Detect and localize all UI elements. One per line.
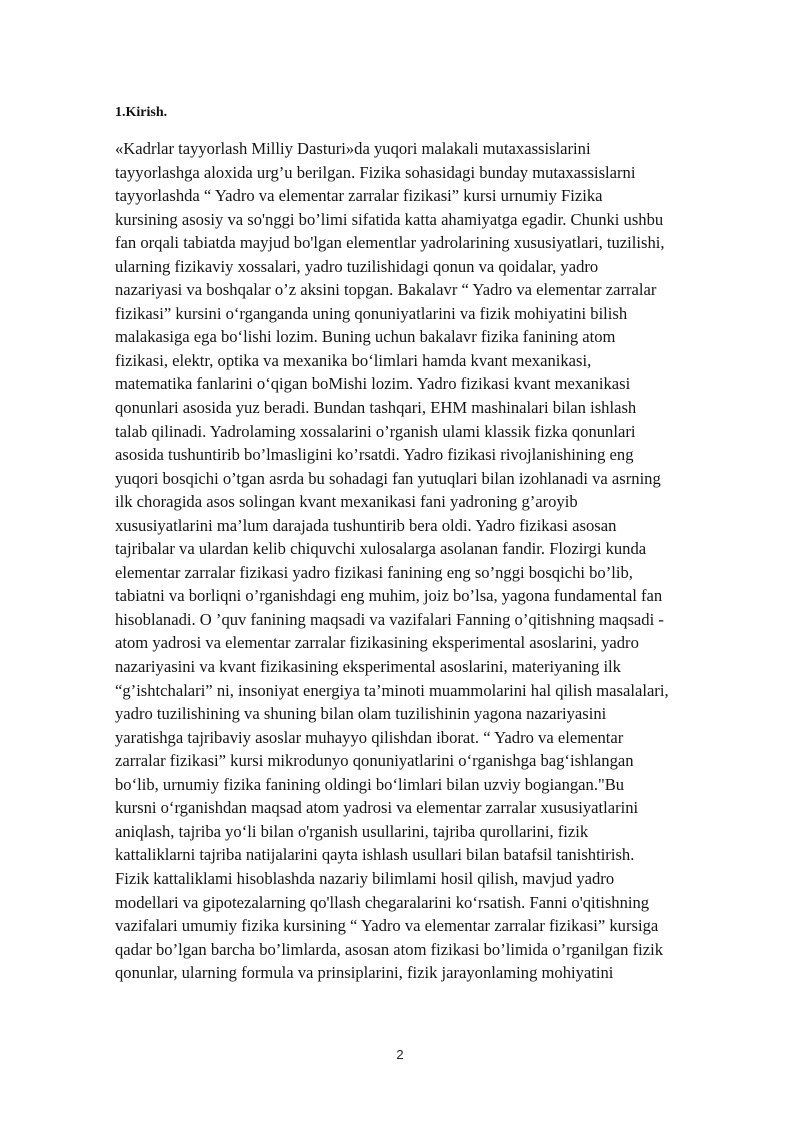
- text-line: xususiyatlarini ma’lum darajada tushuntirib bera oldi. Yadro fizikasi asosan: [115, 515, 617, 535]
- text-line: tayyorlashga aloxida urg’u berilgan. Fizika sohasidagi bunday mutaxassislarni: [115, 162, 636, 182]
- text-line: vazifalari umumiy fizika kursining “ Yadro va elementar zarralar fizikasi” kursiga: [115, 916, 659, 936]
- text-line: tayyorlashda “ Yadro va elementar zarralar fizikasi” kursi urnumiy Fizika: [115, 186, 603, 206]
- text-line: ularning fizikaviy xossalari, yadro tuzilishidagi qonun va qoidalar, yadro: [115, 256, 599, 276]
- text-line: matematika fanlarini o‘qigan boMishi lozim. Yadro fizikasi kvant mexanikasi: [115, 374, 631, 394]
- text-line: ilk choragida asos solingan kvant mexanikasi fani yadroning g’aroyib: [115, 492, 578, 512]
- text-line: atom yadrosi va elementar zarralar fizikasining eksperimental asoslarini, yadro: [115, 633, 639, 653]
- text-line: kattaliklarni tajriba natijalarini qayta ishlash usullari bilan batafsil tanishtirish.: [115, 845, 635, 865]
- text-line: fizikasi” kursini o‘rganganda uning qonuniyatlarini va fizik mohiyatini bilish: [115, 303, 628, 323]
- text-line: yadro tuzilishining va shuning bilan olam tuzilishinin yagona nazariyasini: [115, 704, 607, 724]
- text-line: qonunlar, ularning formula va prinsiplarini, fizik jarayonlaming mohiyatini: [115, 963, 614, 983]
- text-line: talab qilinadi. Yadrolaming xossalarini o’rganish ulami klassik fizka qonunlari: [115, 421, 636, 441]
- text-line: fan orqali tabiatda mayjud bo'lgan elementlar yadrolarining xususiyatlari, tuzilishi,: [115, 233, 665, 253]
- text-line: yuqori bosqichi o’tgan asrda bu sohadagi fan yutuqlari bilan izohlanadi va asrning: [115, 468, 661, 488]
- text-line: nazariyasi va boshqalar o’z aksini topgan. Bakalavr “ Yadro va elementar zarralar: [115, 280, 657, 300]
- page-number: 2: [396, 1047, 404, 1062]
- text-line: tajribalar va ulardan kelib chiquvchi xulosalarga asolanan fandir. Flozirgi kunda: [115, 539, 647, 559]
- text-line: tabiatni va borliqni o’rganishdagi eng muhim, joiz bo’lsa, yagona fundamental fan: [115, 586, 663, 606]
- text-line: asosida tushuntirib bo’lmasligini ko’rsatdi. Yadro fizikasi rivojlanishining eng: [115, 445, 634, 465]
- text-line: yaratishga tajribaviy asoslar muhayyo qilishdan iborat. “ Yadro va elementar: [115, 727, 624, 747]
- text-line: qonunlari asosida yuz beradi. Bundan tashqari, EHM mashinalari bilan ishlash: [115, 398, 637, 418]
- text-line: hisoblanadi. O ’quv fanining maqsadi va vazifalari Fanning o’qitishning maqsadi -: [115, 609, 664, 629]
- text-line: “g’ishtchalari” ni, insoniyat energiya ta’minoti muammolarini hal qilish masalalari,: [115, 680, 669, 700]
- text-line: fizikasi, elektr, optika va mexanika bo‘limlari hamda kvant mexanikasi,: [115, 350, 592, 370]
- text-line: kursni o‘rganishdan maqsad atom yadrosi va elementar zarralar xususiyatlarini: [115, 798, 639, 818]
- text-line: aniqlash, tajriba yo‘li bilan o'rganish usullarini, tajriba qurollarini, fizik: [115, 821, 589, 841]
- text-line: malakasiga ega bo‘lishi lozim. Buning uchun bakalavr fizika fanining atom: [115, 327, 616, 347]
- text-line: kursining asosiy va so'nggi bo’limi sifatida katta ahamiyatga egadir. Chunki ushbu: [115, 209, 664, 229]
- text-line: zarralar fizikasi” kursi mikrodunyo qonuniyatlarini o‘rganishga bag‘ishlangan: [115, 751, 634, 771]
- text-line: nazariyasini va kvant fizikasining eksperimental asoslarini, materiyaning ilk: [115, 657, 621, 677]
- body-paragraph: [115, 137, 755, 985]
- text-line: modellari va gipotezalarning qo'llash chegaralarini ko‘rsatish. Fanni o'qitishning: [115, 892, 650, 912]
- section-heading: 1.Kirish.: [115, 105, 168, 120]
- text-line: qadar bo’lgan barcha bo’limlarda, asosan atom fizikasi bo’limida o’rganilgan fizik: [115, 939, 664, 959]
- text-line: bo‘lib, urnumiy fizika fanining oldingi bo‘limlari bilan uzviy bogiangan."Bu: [115, 774, 625, 794]
- text-line: «Kadrlar tayyorlash Milliy Dasturi»da yuqori malakali mutaxassislarini: [115, 139, 591, 158]
- text-line: Fizik kattaliklami hisoblashda nazariy bilimlami hosil qilish, mavjud yadro: [115, 868, 615, 888]
- text-line: elementar zarralar fizikasi yadro fizikasi fanining eng so’nggi bosqichi bo’lib,: [115, 562, 633, 582]
